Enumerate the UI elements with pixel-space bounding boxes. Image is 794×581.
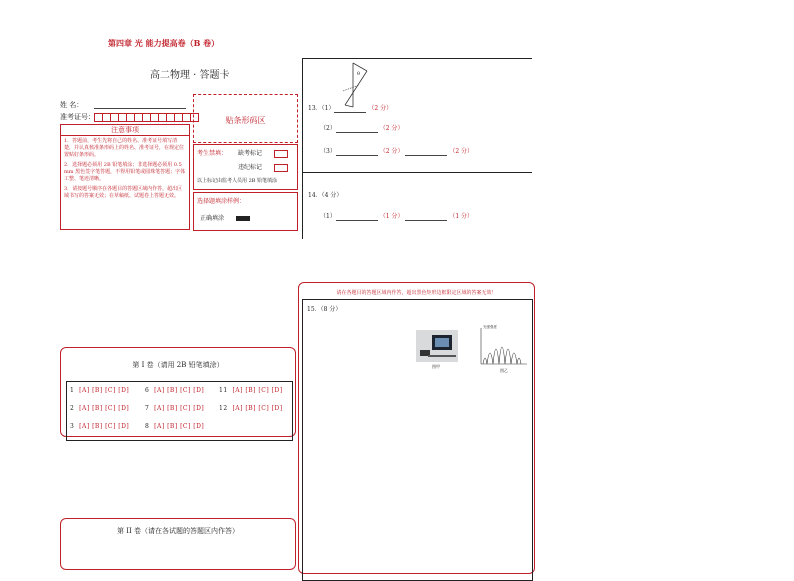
fill-example-label: 选择题填涂样例： <box>197 198 246 205</box>
intensity-graph <box>477 324 529 368</box>
section1-box <box>60 347 296 437</box>
violation-mark: 违纪标记 <box>238 164 263 171</box>
graph-caption: 图乙 <box>500 368 508 373</box>
notice-item-3: 3．请按题号顺序在各题目的答题区域内作答，超出区域书写的答案无效；在草稿纸、试题卷上答题无效。 <box>64 186 183 199</box>
section2-title: 第 II 卷（请在各试题的答题区内作答） <box>117 527 239 535</box>
q3-row[interactable]: 3 [A] [B] [C] [D] <box>70 423 130 430</box>
section1-title: 第 I 卷（请用 2B 铅笔填涂） <box>132 361 224 369</box>
q13-p3-blank-a[interactable] <box>336 147 378 156</box>
q1-row[interactable]: 1 [A] [B] [C] [D] <box>70 387 130 394</box>
violation-checkbox[interactable] <box>274 164 288 172</box>
photo-caption: 图甲 <box>432 364 440 369</box>
answer-area-warning: 请在各题目的答题区域内作答，超出黑色矩形边框限定区域的答案无效！ <box>336 290 497 296</box>
q15-title: 15．（8 分） <box>307 306 342 313</box>
q13-part3: （3） （2 分） （2 分） <box>320 148 474 155</box>
q7-row[interactable]: 7 [A] [B] [C] [D] <box>145 405 205 412</box>
prism-figure <box>339 61 373 109</box>
q12-row[interactable]: 12 [A] [B] [C] [D] <box>219 405 283 412</box>
q13-part1: 13．（1） （2 分） <box>308 105 393 112</box>
proctor-label: 考生禁填： <box>197 150 228 157</box>
q14-part1: （1） （1 分） （1 分） <box>320 213 474 220</box>
q13-part2: （2） （2 分） <box>320 125 404 132</box>
q15-answer-area[interactable] <box>302 299 533 581</box>
name-label: 姓 名： <box>60 101 84 109</box>
mc-grid <box>66 381 293 441</box>
q15-panel <box>298 282 535 574</box>
angle-label: θ <box>357 71 361 77</box>
name-field[interactable] <box>94 108 186 109</box>
id-field[interactable] <box>94 113 199 122</box>
correct-fill-sample <box>236 216 250 221</box>
fill-example-box <box>193 192 298 231</box>
barcode-label: 贴条形码区 <box>225 116 266 125</box>
q14-p1-blank-a[interactable] <box>336 212 378 221</box>
notice-title: 注意事项 <box>61 125 189 136</box>
q2-row[interactable]: 2 [A] [B] [C] [D] <box>70 405 130 412</box>
q14-p1-blank-b[interactable] <box>405 212 447 221</box>
barcode-area <box>193 94 298 143</box>
chapter-title: 第四章 光 能力提高卷（B 卷） <box>108 38 220 48</box>
q14-title: 14．（4 分） <box>308 192 343 199</box>
correct-fill-label: 正确填涂 <box>200 215 225 222</box>
q13-p3-blank-b[interactable] <box>405 147 447 156</box>
notice-item-1: 1．答题前，考生先将自己的姓名、准考证号填写清楚，并认真核准条形码上的姓名、准考证号，在规定位置贴好条形码。 <box>64 138 185 158</box>
section2-box <box>60 518 296 570</box>
apparatus-photo <box>416 330 458 362</box>
q11-row[interactable]: 11 [A] [B] [C] [D] <box>219 387 283 394</box>
id-label: 准考证号： <box>60 113 95 121</box>
absent-mark: 缺考标记 <box>238 150 263 157</box>
notice-item-2: 2．选择题必须用 2B 铅笔填涂；非选择题必须用 0.5 mm 黑色签字笔答题，不得用铅笔或圆珠笔答题；字体工整、笔迹清晰。 <box>64 162 186 182</box>
proctor-box <box>193 144 298 190</box>
proctor-note: 以上标记由监考人员用 2B 铅笔填涂 <box>197 178 278 184</box>
q13-p2-blank[interactable] <box>336 124 378 133</box>
q13-q14-panel <box>302 58 532 239</box>
graph-ylabel: 光强强度 <box>483 325 497 329</box>
absent-checkbox[interactable] <box>274 150 288 158</box>
q8-row[interactable]: 8 [A] [B] [C] [D] <box>145 423 205 430</box>
q6-row[interactable]: 6 [A] [B] [C] [D] <box>145 387 205 394</box>
card-title: 高二物理 · 答题卡 <box>150 70 230 81</box>
notice-box <box>60 124 190 230</box>
q13-p1-blank[interactable] <box>334 104 366 113</box>
